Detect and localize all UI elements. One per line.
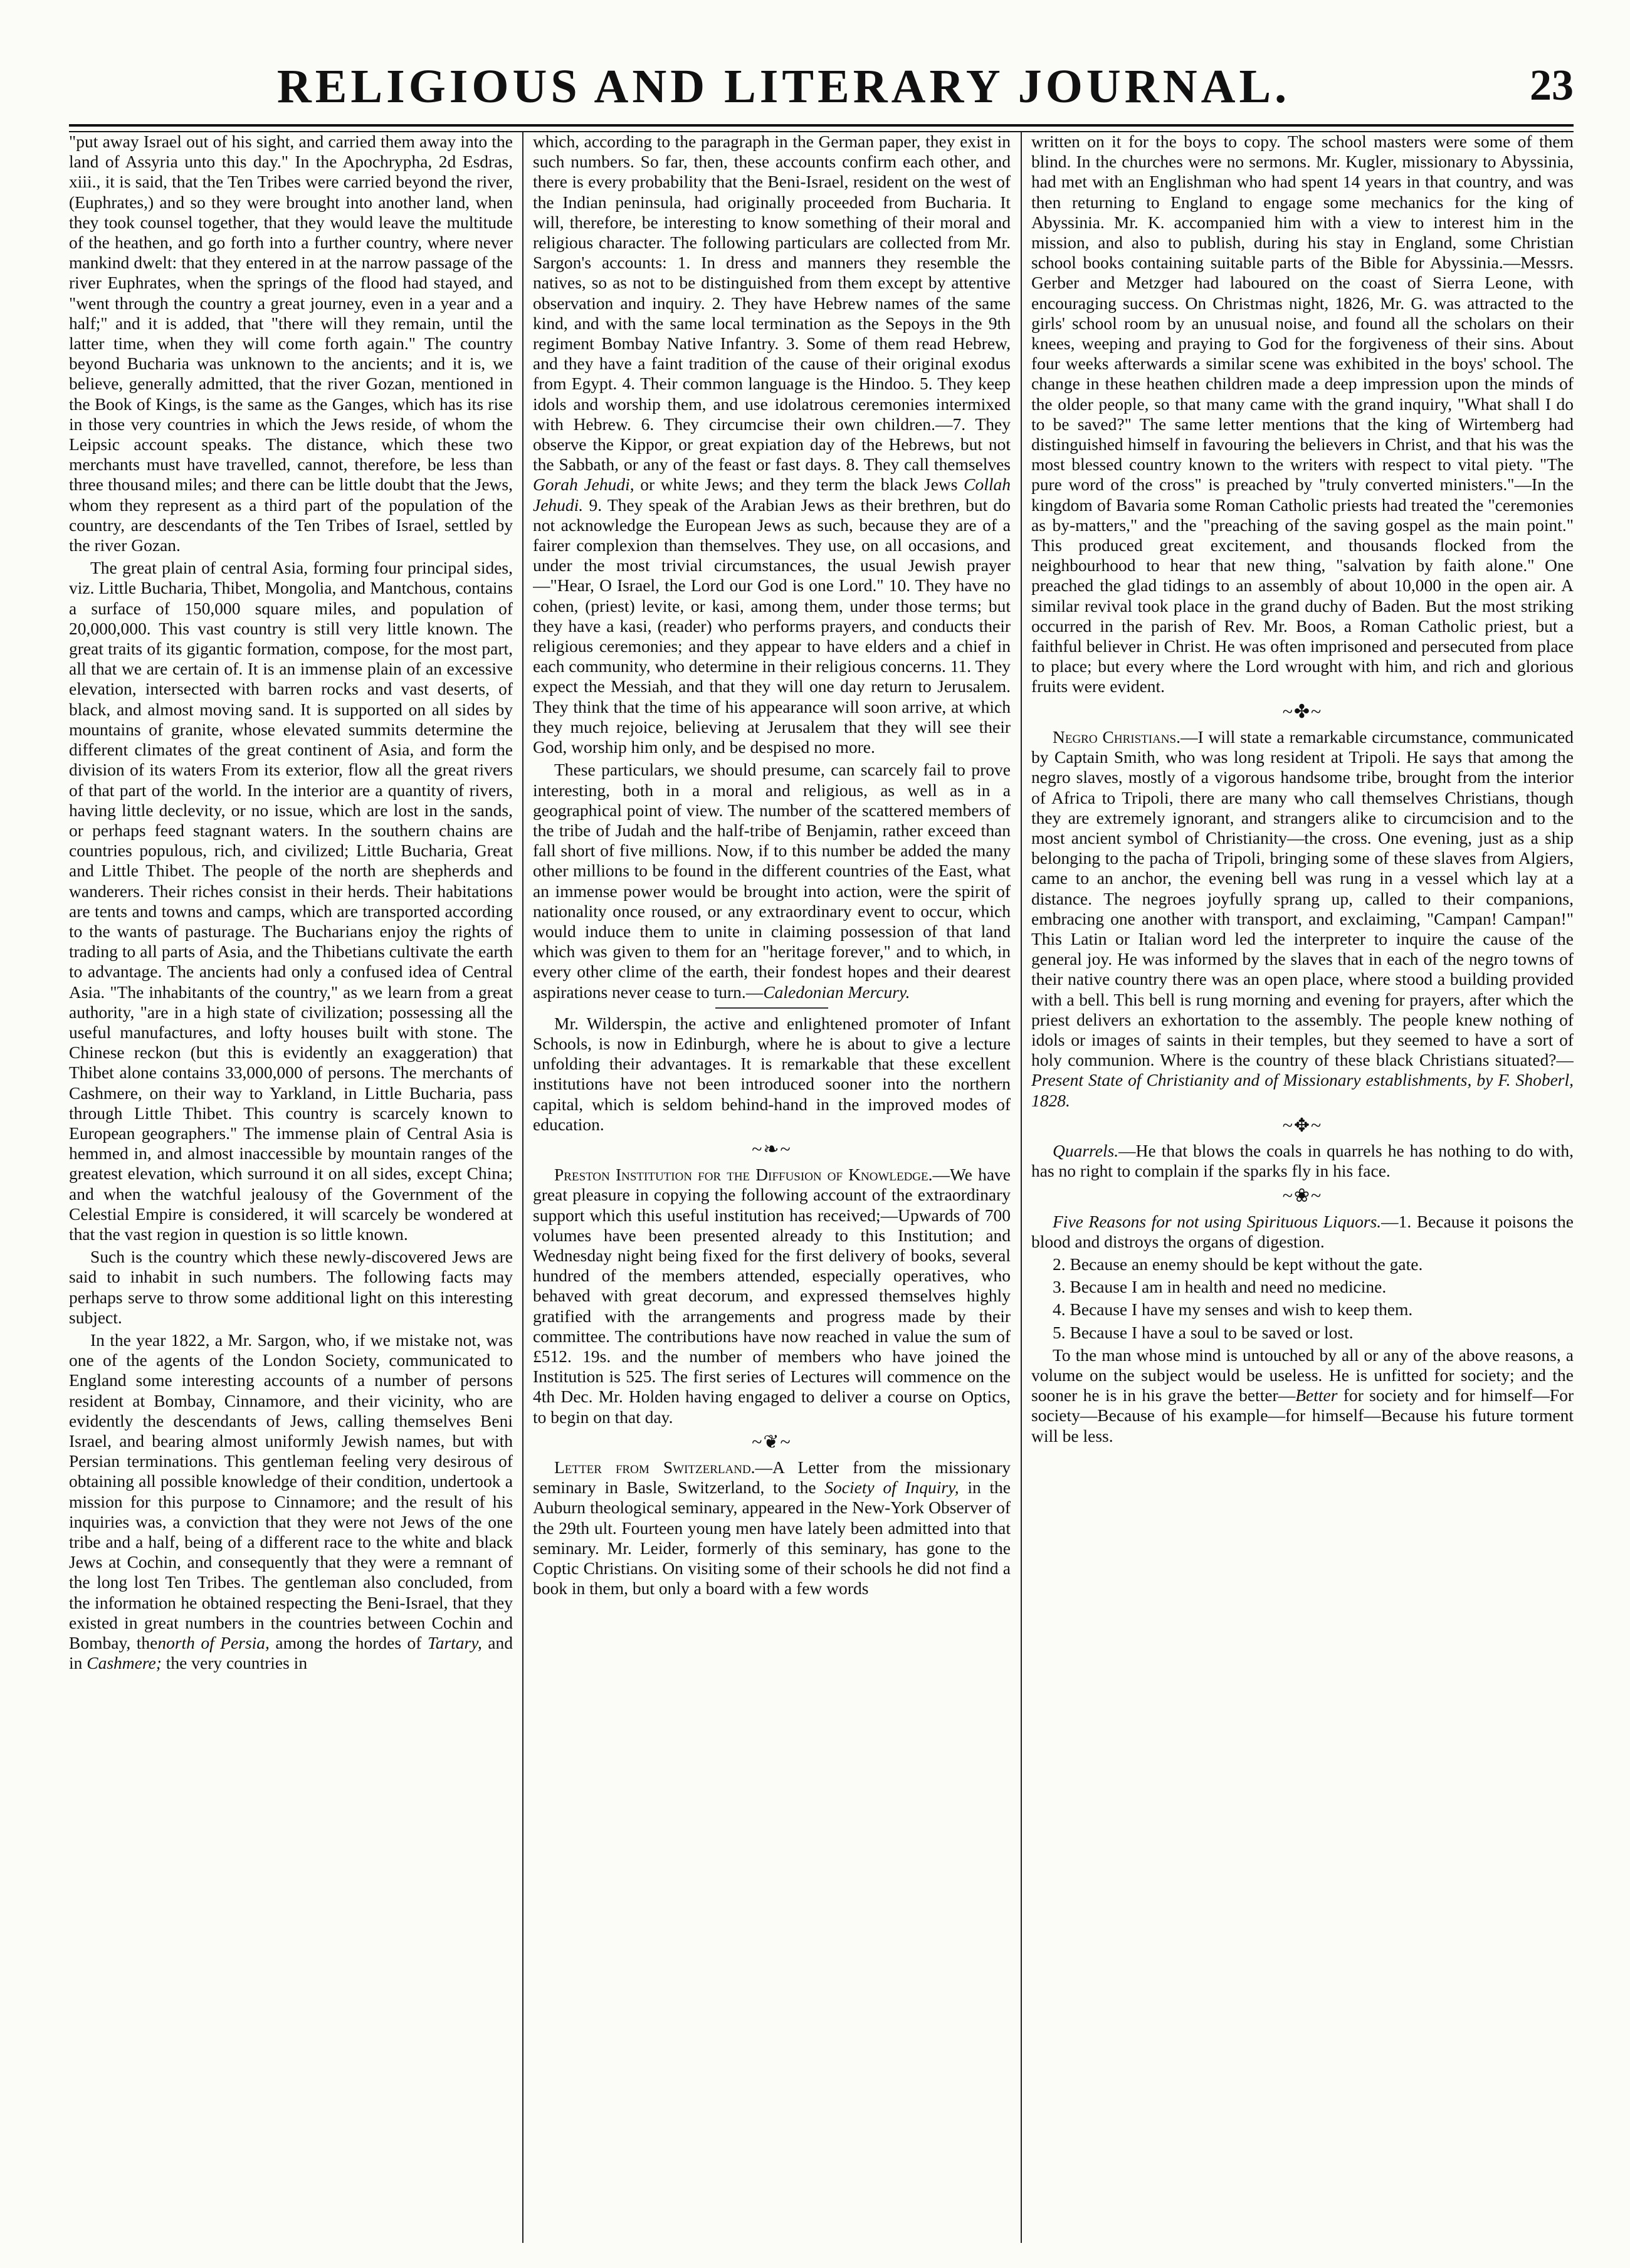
italic-text: Present State of Christianity and of Missionary establishments, by F. Shoberl, 1828. — [1031, 1070, 1574, 1110]
italic-text: Collah Jehudi. — [533, 475, 1011, 515]
paragraph: 5. Because I have a soul to be saved or lost. — [1053, 1322, 1354, 1342]
italic-text: Gorah Jehudi, — [533, 475, 634, 495]
text-run: These particulars, we should presume, can scarcely fail to prove interesting, both in a moral and religious, as well as in a geographical point of view. The number of the scattered members of the tribe of Judah and the half-tribe of Benjamin, rather exceed than fall short of five millions. Now, if to this number be added the many other millions to be found in the different countries of the East, what an immense power would be brought into action, were the spirit of nationality once roused, or any extraordinary event to occur, which would induce them to unite in claiming possession of that land which was given to them for an "heritage forever," and to which, in every other clime of the earth, their fondest hopes and their dearest aspirations never cease to turn.— — [533, 760, 1011, 1002]
text-run: and in — [69, 1633, 513, 1673]
running-header — [69, 60, 1574, 122]
section-heading: Five Reasons for not using Spirituous Liquors. — [1053, 1211, 1382, 1231]
paragraph: The great plain of central Asia, forming four principal sides, viz. Little Bucharia, Thibet, Mongolia, and Mantchous, contains a surface of 150,000 square miles, and population of 20,000,000. This vast country is still very little known. The great traits of its gigantic formation, compose, for the most part, all that we are certain of. It is an immense plain of an excessive elevation, intersected with barren rocks and vast deserts, of black, and almost moving sand. It is supported on all sides by mountains of granite, whose elevated summits determine the different climates of the great continent of Asia, and form the division of its waters From its exterior, flow all the great rivers of that part of the world. In the interior are a quantity of rivers, having little declevity, or no issue, which are lost in the sands, or perhaps feed stagnant waters. In the southern chains are countries populous, rich, and civilized; Little Bucharia, Great and Little Thibet. The people of the north are shepherds and wanderers. Their riches consist in their herds. Their habitations are tents and towns and camps, which are transported according to the wants of pasturage. The Bucharians enjoy the rights of trading to all parts of Asia, and the Thibetians cultivate the earth to advantage. The ancients had only a confused idea of Central Asia. "The inhabitants of the country," as we learn from a great authority, "are in a high state of civilization; possessing all the useful manufactures, and lofty houses built with stone. The Chinese reckon (but this is evidently an exaggeration) that Thibet alone contains 33,000,000 of persons. The merchants of Cashmere, on their way to Yarkland, in Little Bucharia, pass through Little Thibet. This country is scarcely known to European geographers." The immense plain of Central Asia is hemmed in, and almost inaccessible by mountain ranges of the greatest elevation, which surround it on all sides, except China; and when the watchful jealousy of the Government of the Celestial Empire is considered, it will scarcely be wondered at that the vast region in question is so little known. — [69, 558, 513, 1244]
paragraph — [1031, 1141, 1574, 1181]
text-run: for society and for himself—For society—Because of his example—for himself—Because his future torment will be less. — [1031, 1385, 1574, 1446]
text-run: in the Auburn theological seminary, appeared in the New-York Observer of the 29th ult. Fourteen young men have lately been admitted into that seminary. Mr. Leider, formerly of this seminary, has gone to the Coptic Christians. On visiting some of their schools he did not find a book in them, but only a board with a few words — [533, 1478, 1011, 1599]
text-run: or white Jews; and they term the black Jews — [634, 475, 964, 495]
text-run: —I will state a remarkable circumstance, communicated by Captain Smith, who was long resident at Tripoli. He says that among the negro slaves, mostly of a vigorous handsome tribe, brought from the interior of Africa to Tripoli, there are many who call themselves Christians, though they are extremely ignorant, and strangers alike to circumcision and to the most ancient symbol of Christianity—the cross. One evening, just as a ship belonging to the pacha of Tripoli, bringing some of these slaves from Algiers, came to an anchor, the evening bell was rung in a vessel which lay at a distance. The negroes joyfully sprang up, called to their companions, embracing one another with transport, and exclaiming, "Campan! Campan!" This Latin or Italian word led the interpreter to inquire the cause of the general joy. He was informed by the slaves that in each of the negro towns of their native country there was an open place, where stood a building provided with a bell. This bell is rung morning and evening for prayers, after which the priest delivers an exhortation to the assembly. The people knew nothing of idols or images of saints in their temples, but they seemed to have a sort of holy communion. Where is the country of these black Christians situated?— — [1031, 727, 1574, 1070]
section-heading: Preston Institution for the Diffusion of Knowledge. — [554, 1165, 933, 1185]
paragraph: Such is the country which these newly-discovered Jews are said to inhabit in such numbers. The following facts may perhaps serve to throw some additional light on this interesting subject. — [69, 1247, 513, 1327]
italic-text: Society of Inquiry, — [824, 1478, 959, 1498]
section-heading: Letter from Switzerland. — [554, 1457, 755, 1477]
italic-text: Better — [1295, 1385, 1338, 1405]
ornament: ~✥~ — [1282, 1115, 1323, 1136]
column-divider — [1021, 132, 1022, 2243]
section-heading: Quarrels. — [1053, 1140, 1119, 1160]
paragraph: written on it for the boys to copy. The school masters were some of them blind. In the churches were no sermons. Mr. Kugler, missionary to Abyssinia, had met with an Englishman who had spent 14 years in that country, and was then returning to England to engage some mechanics for the king of Abyssinia. Mr. K. accompanied him with a view to interest him in the mission, and also to publish, during his stay in England, some Christian school books containing suitable parts of the Bible for Abyssinia.—Messrs. Gerber and Metzger had laboured on the coast of Sierra Leone, with encouraging success. On Christmas night, 1826, Mr. G. was attracted to the girls' school room by an unusual noise, and found all the scholars on their knees, weeping and praying to God for the forgiveness of their sins. About four weeks afterwards a similar scene was exhibited in the boys' school. The change in these heathen children made a deep impression upon the minds of the older people, so that many came with the grand inquiry, "What shall I do to be saved?" The same letter mentions that the king of Wirtemberg had distinguished himself in favouring the believers in Christ, and that his was the most blessed country known to the writers with respect to vital piety. "The pure word of the cross" is preached by "truly converted ministers."—In the kingdom of Bavaria some Roman Catholic priests had treated the "ceremonies as by-matters," and the "preaching of the saving gospel as the main point." This produced great excitement, and thousands flocked from the neighbourhood to hear that new thing, "salvation by faith alone." One preached the glad tidings to an assembly of about 10,000 in the open air. A similar revival took place in the grand duchy of Baden. But the most striking occurred in the parish of Rev. Mr. Boos, a Roman Catholic priest, but a faithful believer in Christ. He was often imprisoned and persecuted from place to place; but every where the Lord wrought with him, and rich and glorious fruits were evident. — [1031, 132, 1574, 696]
text-run: To the man whose mind is untouched by all or any of the above reasons, a volume on the subject would be useless. He is unfitted for society; and the sooner he is in his grave the better— — [1031, 1345, 1574, 1405]
page-number: 23 — [1530, 61, 1574, 110]
paragraph: 3. Because I am in health and need no medicine. — [1053, 1277, 1387, 1297]
ornament: ~❀~ — [1282, 1185, 1323, 1207]
paragraph — [533, 1457, 1011, 1599]
paragraph — [69, 1330, 513, 1673]
text-run: —He that blows the coals in quarrels he has nothing to do with, has no right to complain if the sparks fly in his face. — [1031, 1140, 1574, 1181]
italic-text: Tartary, — [427, 1633, 482, 1653]
text-run: 9. They speak of the Arabian Jews as their brethren, but do not acknowledge the European Jews as such, because they are of a fairer complexion than themselves. They use, on all occasions, and under the most trivial circumstances, the usual Jewish prayer—"Hear, O Israel, the Lord our God is one Lord." 10. They have no cohen, (priest) levite, or kasi, among them, under those terms; but they have a kasi, (reader) who performs prayers, and conducts their religious ceremonies; and they appear to have elders and a chief in each community, who determine in their religious concerns. 11. They expect the Messiah, and that they will one day return to Jerusalem. They think that the time of his appearance will soon arrive, at which they much rejoice, believing at Jerusalem that they will see their God, worship him only, and be despised no more. — [533, 495, 1011, 757]
ornament: ~❦~ — [752, 1431, 792, 1452]
paragraph: "put away Israel out of his sight, and carried them away into the land of Assyria unto this day." In the Apochrypha, 2d Esdras, xiii., it is said, that the Ten Tribes were carried beyond the river, (Euphrates,) and so they were brought into another land, when they took counsel together, that they would leave the multitude of the heathen, and go forth into a further country, where never mankind dwelt: that they entered in at the narrow passage of the river Euphrates, when the springs of the flood had stayed, and "went through the country a great journey, even in a year and a half;" and it is added, that "there will they remain, until the latter time, when they will come forth again." The country beyond Bucharia was unknown to the ancients; and it is, we believe, generally admitted, that the river Gozan, mentioned in the Book of Kings, is the same as the Ganges, which has its rise in those very countries in which the Jews reside, of whom the Leipsic account speaks. The distance, which these two merchants must have travelled, cannot, therefore, be less than three thousand miles; and there can be little doubt that the Jews, whom they represent as a third part of the population of the country, are descendants of the Ten Tribes of Israel, settled by the river Gozan. — [69, 132, 513, 555]
paragraph — [1031, 1345, 1574, 1446]
paragraph — [1031, 727, 1574, 1111]
ornament: ~✤~ — [1282, 701, 1323, 722]
text-run: among the hordes of — [269, 1633, 428, 1653]
text-run: —1. Because it poisons the blood and distroys the organs of digestion. — [1031, 1211, 1574, 1251]
italic-text: north of Persia, — [157, 1633, 270, 1653]
text-run: —A Letter from the missionary seminary in Basle, Switzerland, to the — [533, 1457, 1011, 1498]
section-heading: Negro Christians. — [1053, 727, 1180, 747]
text-run: In the year 1822, a Mr. Sargon, who, if we mistake not, was one of the agents of the London Society, communicated to England some interesting accounts of a number of persons resident at Bombay, Cinnamore, and their vicinity, who are evidently the descendants of Jews, calling themselves Beni Israel, and bearing almost uniformly Jewish names, but with Persian terminations. This gentleman feeling very desirous of obtaining all possible knowledge of their condition, undertook a mission for this purpose to Cinnamore; and the result of his inquiries was, a conviction that they were not Jews of the one tribe and a half, being of a different race to the white and black Jews at Cochin, and consequently that they were a remnant of the long lost Ten Tribes. The gentleman also concluded, from the information he obtained respecting the Beni-Israel, that they existed in great numbers in the countries between Cochin and Bombay, the — [69, 1330, 513, 1653]
paragraph: 2. Because an enemy should be kept without the gate. — [1053, 1254, 1423, 1274]
paragraph: Mr. Wilderspin, the active and enlightened promoter of Infant Schools, is now in Edinburgh, where he is about to give a lecture unfolding their advantages. It is remarkable that these excellent institutions have not been introduced sooner into the northern capital, which is seldom behind-hand in the improved modes of education. — [533, 1013, 1011, 1134]
text-run: which, according to the paragraph in the German paper, they exist in such numbers. So far, then, these accounts confirm each other, and there is every probability that the Beni-Israel, resident on the west of the Indian peninsula, had originally proceeded from Bucharia. It will, therefore, be interesting to know something of their moral and religious character. The following particulars are collected from Mr. Sargon's accounts: 1. In dress and manners they resemble the natives, so as not to be distinguished from them except by attentive observation and inquiry. 2. They have Hebrew names of the same kind, and with the same local termination as the Sepoys in the 9th regiment Bombay Native Infantry. 3. Some of them read Hebrew, and they have a faint tradition of the cause of their original exodus from Egypt. 4. Their common language is the Hindoo. 5. They keep idols and worship them, and use idolatrous ceremonies intermixed with Hebrew. 6. They circumcise their own children.—7. They observe the Kippor, or great expiation day of the Hebrews, but not the Sabbath, or any of the feast or fast days. 8. They call themselves — [533, 132, 1011, 475]
column-3 — [1031, 132, 1574, 2243]
text-run: —We have great pleasure in copying the following account of the extraordinary support which this useful institution has received;—Upwards of 700 volumes have been presented already to this Institution; and Wednesday night being fixed for the first delivery of books, several hundred of the members attended, especially operatives, who behaved with great decorum, and expressed themselves highly gratified with the arrangements and progress made by their committee. The contributions have now reached in value the sum of £512. 19s. and the number of members who have joined the Institution is 525. The first series of Lectures will commence on the 4th Dec. Mr. Holden having engaged to deliver a course on Optics, to begin on that day. — [533, 1165, 1011, 1427]
column-2 — [533, 132, 1011, 2243]
paragraph — [533, 1165, 1011, 1427]
text-run: the very countries in — [161, 1653, 308, 1673]
italic-text: Cashmere; — [87, 1653, 162, 1673]
paragraph — [533, 760, 1011, 1002]
ornament: ~❧~ — [752, 1138, 792, 1160]
paragraph: 4. Because I have my senses and wish to keep them. — [1053, 1299, 1413, 1320]
column-divider — [522, 132, 523, 2243]
section-rule — [715, 1007, 828, 1009]
italic-text: Caledonian Mercury. — [763, 982, 910, 1002]
journal-title: RELIGIOUS AND LITERARY JOURNAL. — [276, 60, 1291, 113]
paragraph — [533, 132, 1011, 757]
paragraph — [1031, 1212, 1574, 1252]
column-1 — [69, 132, 513, 2243]
